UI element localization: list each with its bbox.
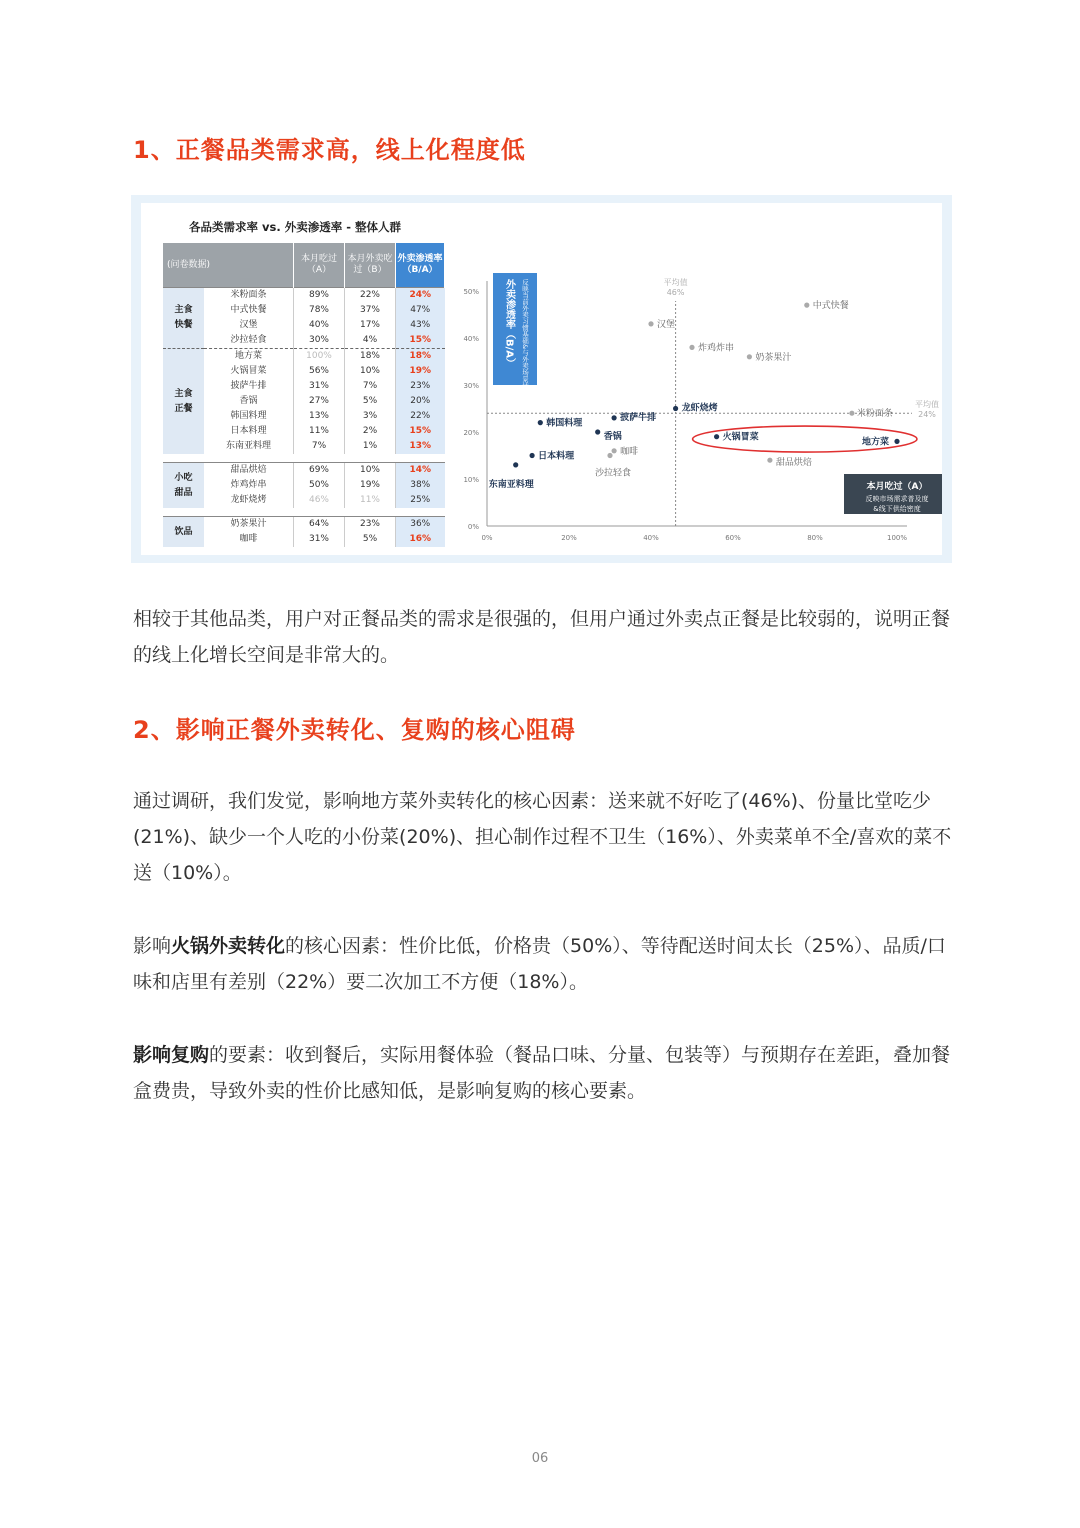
x-tick-label: 40%: [643, 534, 659, 542]
paragraph-2: 通过调研，我们发觉，影响地方菜外卖转化的核心因素：送来就不好吃了(46%)、份量比堂吃少(21%)、缺少一个人吃的小份菜(20%)、担心制作过程不卫生（16%）、外卖菜单不全/喜欢的菜不送（10%）。: [133, 790, 952, 884]
table-cell-ratio: 22%: [396, 409, 445, 424]
category-table: [163, 243, 445, 547]
table-cell-b: 5%: [345, 394, 396, 409]
data-point: [804, 303, 809, 308]
paragraph-3: [133, 928, 953, 1000]
table-cell-ratio: 19%: [396, 364, 445, 379]
figure-inner: [141, 203, 942, 555]
table-cell-name: 沙拉轻食: [230, 335, 267, 345]
x-tick-label: 100%: [886, 534, 908, 542]
table-cell-a: 89%: [294, 288, 345, 304]
point-label: 奶茶果汁: [755, 352, 792, 363]
table-cell-b: 10%: [345, 463, 396, 479]
y-tick-label: 50%: [463, 288, 479, 296]
y-tick-label: 10%: [463, 476, 479, 484]
table-cell-ratio: 20%: [396, 394, 445, 409]
table-cell-b: 3%: [345, 409, 396, 424]
avg-x-value: 46%: [666, 288, 685, 297]
paragraph-3-post: 的核心因素：性价比低，价格贵（50%）、等待配送时间太长（25%）、品质/口味和店里有差别（22%）要二次加工不方便（18%）。: [133, 935, 946, 993]
data-point: [648, 321, 653, 326]
avg-y-value: 24%: [918, 410, 936, 420]
x-tick-label: 20%: [561, 534, 577, 542]
table-cell-a: 30%: [294, 333, 345, 349]
paragraph-3-pre: 影响: [133, 935, 172, 957]
paragraph-1: 相较于其他品类，用户对正餐品类的需求是很强的，但用户通过外卖点正餐是比较弱的，说明正餐的线上化增长空间是非常大的。: [133, 608, 951, 666]
point-label: 火锅冒菜: [722, 432, 759, 443]
avg-x-label: 平均值: [663, 278, 688, 287]
table-row: [163, 478, 445, 493]
table-gap: [163, 508, 445, 517]
table-cell-a: 50%: [294, 478, 345, 493]
table-cell-name: 汉堡: [239, 320, 258, 330]
table-group-label: 饮品: [163, 517, 204, 548]
table-title: 各品类需求率 vs. 外卖渗透率 - 整体人群: [189, 220, 401, 234]
point-label: 咖啡: [620, 446, 639, 457]
x-tick-label: 0%: [481, 534, 493, 542]
table-cell-a: 100%: [294, 349, 345, 365]
data-point: [612, 415, 617, 420]
data-point: [747, 354, 752, 359]
table-cell-ratio: 23%: [396, 379, 445, 394]
paragraph-4: [133, 1037, 953, 1109]
x-tick-label: 60%: [725, 534, 741, 542]
table-cell-a: 56%: [294, 364, 345, 379]
data-point: [767, 458, 772, 463]
point-label: 沙拉轻食: [595, 468, 632, 479]
section-heading-1: 1、正餐品类需求高，线上化程度低: [133, 136, 526, 164]
figure-panel: [131, 195, 952, 563]
table-group-label: 主食 快餐: [163, 288, 204, 349]
table-row: [163, 439, 445, 454]
table-cell-name: 披萨牛排: [230, 381, 267, 391]
data-point: [595, 429, 600, 434]
paragraph-4-post: 的要素：收到餐后，实际用餐体验（餐品口味、分量、包装等）与预期存在差距，叠加餐盒费贵，导致外卖的性价比感知低，是影响复购的核心要素。: [133, 1044, 951, 1102]
table-cell-b: 22%: [345, 288, 396, 304]
table-row: [163, 532, 445, 547]
table-cell-b: 2%: [345, 424, 396, 439]
table-cell-a: 78%: [294, 303, 345, 318]
table-cell-ratio: 13%: [396, 439, 445, 454]
table-cell-b: 19%: [345, 478, 396, 493]
table-cell-a: 31%: [294, 379, 345, 394]
point-label: 东南亚料理: [488, 479, 534, 490]
table-cell-name: 炸鸡炸串: [230, 480, 267, 490]
data-point: [612, 448, 617, 453]
table-row: [163, 463, 445, 479]
table-header-b: 本月外卖吃过（B）: [345, 243, 396, 288]
y-axis-title: 外卖渗透率（B/A）: [503, 279, 515, 369]
table-cell-b: 7%: [345, 379, 396, 394]
data-point: [689, 345, 694, 350]
table-row: [163, 288, 445, 304]
table-cell-ratio: 18%: [396, 349, 445, 365]
data-point: [530, 453, 535, 458]
table-cell-name: 韩国料理: [230, 411, 267, 421]
table-group-label: 主食 正餐: [163, 349, 204, 455]
table-cell-b: 1%: [345, 439, 396, 454]
point-label: 韩国料理: [546, 418, 583, 429]
table-cell-ratio: 16%: [396, 532, 445, 547]
table-row: [163, 364, 445, 379]
table-cell-name: 东南亚料理: [226, 441, 272, 451]
table-row: [163, 424, 445, 439]
table-cell-ratio: 14%: [396, 463, 445, 479]
data-point: [894, 439, 899, 444]
avg-y-label: 平均值: [915, 400, 939, 410]
table-cell-name: 日本料理: [230, 426, 267, 436]
x-axis-subtitle-2: &线下供给密度: [873, 505, 921, 513]
data-point: [849, 411, 854, 416]
y-tick-label: 20%: [463, 429, 479, 437]
data-point: [714, 434, 719, 439]
table-cell-ratio: 25%: [396, 493, 445, 508]
table-cell-a: 69%: [294, 463, 345, 479]
table-cell-ratio: 36%: [396, 517, 445, 533]
table-cell-name: 香锅: [239, 396, 258, 406]
table-cell-name: 火锅冒菜: [230, 366, 267, 376]
table-row: [163, 303, 445, 318]
table-body: [163, 288, 445, 548]
table-row: [163, 493, 445, 508]
point-label: 日本料理: [538, 451, 575, 462]
y-tick-label: 0%: [467, 523, 479, 531]
y-tick-label: 40%: [463, 335, 479, 343]
table-header-ratio: 外卖渗透率（B/A）: [396, 243, 445, 288]
table-cell-b: 37%: [345, 303, 396, 318]
table-cell-b: 17%: [345, 318, 396, 333]
table-row: [163, 517, 445, 533]
table-cell-name: 龙虾烧烤: [230, 495, 267, 505]
paragraph-3-bold: 火锅外卖转化: [171, 935, 286, 957]
y-tick-label: 30%: [463, 382, 479, 390]
table-cell-b: 4%: [345, 333, 396, 349]
point-label: 中式快餐: [812, 301, 849, 312]
data-point: [538, 420, 543, 425]
table-cell-name: 中式快餐: [230, 305, 267, 315]
point-label: 甜品烘焙: [775, 458, 812, 469]
point-label: 汉堡: [657, 319, 676, 330]
table-row: [163, 409, 445, 424]
y-axis-subtitle: 反映当前外卖习惯基础&与外卖场景适配度: [521, 279, 529, 402]
x-axis-subtitle-1: 反映市场需求普及度: [865, 495, 929, 503]
table-cell-a: 40%: [294, 318, 345, 333]
point-label: 龙虾烧烤: [681, 403, 718, 414]
table-cell-a: 46%: [294, 493, 345, 508]
table-cell-ratio: 43%: [396, 318, 445, 333]
y-title-box: [493, 273, 537, 385]
table-row: [163, 333, 445, 349]
point-label: 香锅: [603, 432, 622, 442]
table-cell-a: 13%: [294, 409, 345, 424]
table-cell-b: 5%: [345, 532, 396, 547]
x-axis-title: 本月吃过（A）: [866, 482, 928, 492]
point-label: 炸鸡炸串: [698, 343, 735, 354]
table-row: [163, 318, 445, 333]
table-cell-ratio: 47%: [396, 303, 445, 318]
table-gap: [163, 454, 445, 463]
table-cell-ratio: 38%: [396, 478, 445, 493]
paragraph-4-bold: 影响复购: [133, 1044, 210, 1066]
table-cell-ratio: 24%: [396, 288, 445, 304]
x-tick-label: 80%: [807, 534, 823, 542]
table-cell-ratio: 15%: [396, 424, 445, 439]
table-cell-name: 地方菜: [204, 349, 293, 365]
section-heading-2: 2、影响正餐外卖转化、复购的核心阻碍: [133, 716, 576, 744]
table-cell-name: 咖啡: [239, 534, 258, 544]
table-row: [163, 394, 445, 409]
table-row: [163, 379, 445, 394]
table-cell-a: 64%: [294, 517, 345, 533]
table-cell-a: 7%: [294, 439, 345, 454]
table-cell-a: 27%: [294, 394, 345, 409]
point-label: 披萨牛排: [620, 412, 657, 423]
scatter-chart: [457, 261, 942, 555]
data-point: [513, 462, 518, 467]
table-cell-name: 甜品烘焙: [204, 463, 293, 479]
table-cell-name: 米粉面条: [204, 288, 293, 304]
table-cell-b: 10%: [345, 364, 396, 379]
table-cell-b: 23%: [345, 517, 396, 533]
page-number: 06: [531, 1451, 549, 1466]
table-cell-a: 31%: [294, 532, 345, 547]
table-cell-b: 11%: [345, 493, 396, 508]
data-point: [673, 406, 678, 411]
table-cell-ratio: 15%: [396, 333, 445, 349]
table-row: [163, 349, 445, 365]
table-group-label: 小吃 甜品: [163, 463, 204, 509]
data-point: [607, 453, 612, 458]
point-label: 地方菜: [861, 437, 889, 448]
table-header-survey: (问卷数据): [163, 243, 294, 288]
table-cell-name: 奶茶果汁: [204, 517, 293, 533]
point-label: 米粉面条: [856, 409, 893, 420]
table-cell-b: 18%: [345, 349, 396, 365]
table-header-a: 本月吃过（A）: [294, 243, 345, 288]
table-cell-a: 11%: [294, 424, 345, 439]
